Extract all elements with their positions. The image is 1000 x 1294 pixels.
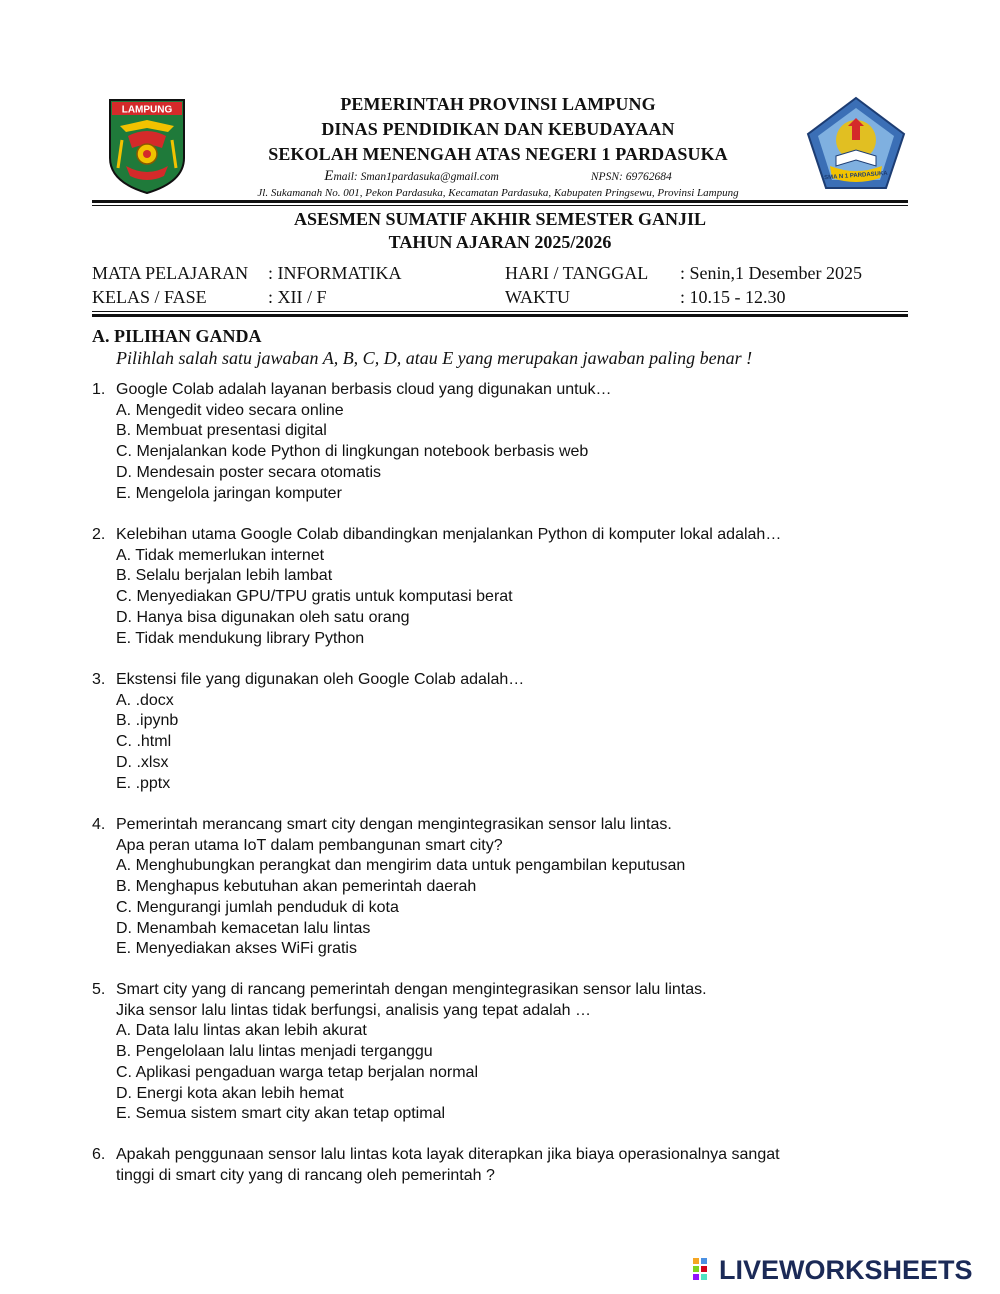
option-d: D. Hanya bisa digunakan oleh satu orang [116,608,410,626]
question-text: Ekstensi file yang digunakan oleh Google Colab adalah… [116,671,525,688]
school-letterhead [190,92,806,201]
liveworksheets-icon [693,1258,715,1282]
option-b: B. Menghapus kebutuhan akan pemerintah daerah [116,878,477,896]
section-title: A. PILIHAN GANDA [92,326,262,346]
info-rule-thick [92,314,908,317]
question-number: 2. [92,526,106,543]
question-6 [92,1145,892,1186]
option-e: E. .pptx [116,774,171,792]
npsn-text: NPSN: 69762684 [590,171,672,183]
option-c: C. Mengurangi jumlah penduduk di kota [116,898,399,916]
time-label: WAKTU [505,287,570,307]
letterhead-rule-thin [92,205,908,206]
question-text: Google Colab adalah layanan berbasis cloud yang digunakan untuk… [116,381,612,398]
letterhead-line-1: PEMERINTAH PROVINSI LAMPUNG [340,94,656,114]
question-text: Smart city yang di rancang pemerintah dengan mengintegrasikan sensor lalu lintas. [116,981,707,998]
email-prefix: E [324,168,334,184]
day-label: HARI / TANGGAL [505,263,649,283]
subject-label: MATA PELAJARAN [92,263,249,283]
option-a: A. Data lalu lintas akan lebih akurat [116,1022,367,1040]
option-c: C. Menyediakan GPU/TPU gratis untuk komputasi berat [116,588,513,606]
option-e: E. Semua sistem smart city akan tetap optimal [116,1105,446,1123]
info-rule-thin [92,311,908,312]
letterhead-line-3: SEKOLAH MENENGAH ATAS NEGERI 1 PARDASUKA [268,144,728,164]
question-text-2: Apa peran utama IoT dalam pembangunan smart city? [116,836,503,854]
option-d: D. Energi kota akan lebih hemat [116,1084,344,1102]
option-c: C. Aplikasi pengaduan warga tetap berjalan normal [116,1063,479,1081]
question-text: Pemerintah merancang smart city dengan mengintegrasikan sensor lalu lintas. [116,816,672,833]
exam-title: ASESMEN SUMATIF AKHIR SEMESTER GANJIL [293,209,707,229]
option-e: E. Mengelola jaringan komputer [116,484,342,502]
option-a: A. Tidak memerlukan internet [116,546,325,564]
question-number: 5. [92,981,106,998]
question-text: Apakah penggunaan sensor lalu lintas kota layak diterapkan jika biaya operasionalnya sangat [116,1146,780,1163]
section-instruction: Pilihlah salah satu jawaban A, B, C, D, atau E yang merupakan jawaban paling benar ! [116,348,753,368]
option-e: E. Tidak mendukung library Python [116,629,365,647]
option-b: B. .ipynb [116,712,179,730]
info-row-1 [92,261,908,285]
option-d: D. Mendesain poster secara otomatis [116,463,382,481]
option-c: C. Menjalankan kode Python di lingkungan notebook berbasis web [116,443,589,461]
exam-year: TAHUN AJARAN 2025/2026 [388,232,612,252]
question-2 [92,525,892,649]
time-value: : 10.15 - 12.30 [680,287,786,307]
question-number: 6. [92,1146,106,1163]
option-d: D. Menambah kemacetan lalu lintas [116,919,371,937]
lampung-label: LAMPUNG [121,104,173,116]
emblem-label: SMA N 1 PARDASUKA [823,170,888,182]
class-value: : XII / F [268,287,327,307]
day-value: : Senin,1 Desember 2025 [680,263,862,283]
option-a: A. Mengedit video secara online [116,401,344,419]
option-a: A. Menghubungkan perangkat dan mengirim data untuk pengambilan keputusan [116,857,686,875]
question-text-2: Jika sensor lalu lintas tidak berfungsi, analisis yang tepat adalah … [116,1001,591,1019]
info-row-2 [92,285,908,309]
question-number: 1. [92,381,106,398]
class-label: KELAS / FASE [92,287,207,307]
option-d: D. .xlsx [116,753,169,771]
liveworksheets-brand: LIVEWORKSHEETS [719,1254,973,1285]
subject-value: : INFORMATIKA [268,263,402,283]
question-text-2: tinggi di smart city yang di rancang oleh pemerintah ? [116,1166,495,1184]
contact-line [190,168,806,185]
question-number: 4. [92,816,106,833]
option-e: E. Menyediakan akses WiFi gratis [116,940,357,958]
option-c: C. .html [116,733,172,751]
option-b: B. Pengelolaan lalu lintas menjadi terganggu [116,1043,433,1061]
question-3 [92,670,892,794]
letterhead-line-2: DINAS PENDIDIKAN DAN KEBUDAYAAN [321,119,675,139]
question-5 [92,980,892,1125]
school-address: Jl. Sukamanah No. 001, Pekon Pardasuka, Kecamatan Pardasuka, Kabupaten Pringsewu, Provinsi Lampung [257,187,739,199]
option-a: A. .docx [116,691,174,709]
email-text: mail: Sman1pardasuka@gmail.com [333,171,499,183]
liveworksheets-logo [693,1256,973,1284]
option-b: B. Membuat presentasi digital [116,422,327,440]
question-number: 3. [92,671,106,688]
question-4 [92,815,892,960]
school-emblem-logo [806,96,906,192]
option-b: B. Selalu berjalan lebih lambat [116,567,333,585]
question-text: Kelebihan utama Google Colab dibandingkan menjalankan Python di komputer lokal adalah… [116,526,782,543]
letterhead-rule-thick [92,200,908,203]
lampung-crest-logo [106,96,188,196]
question-1 [92,380,892,504]
